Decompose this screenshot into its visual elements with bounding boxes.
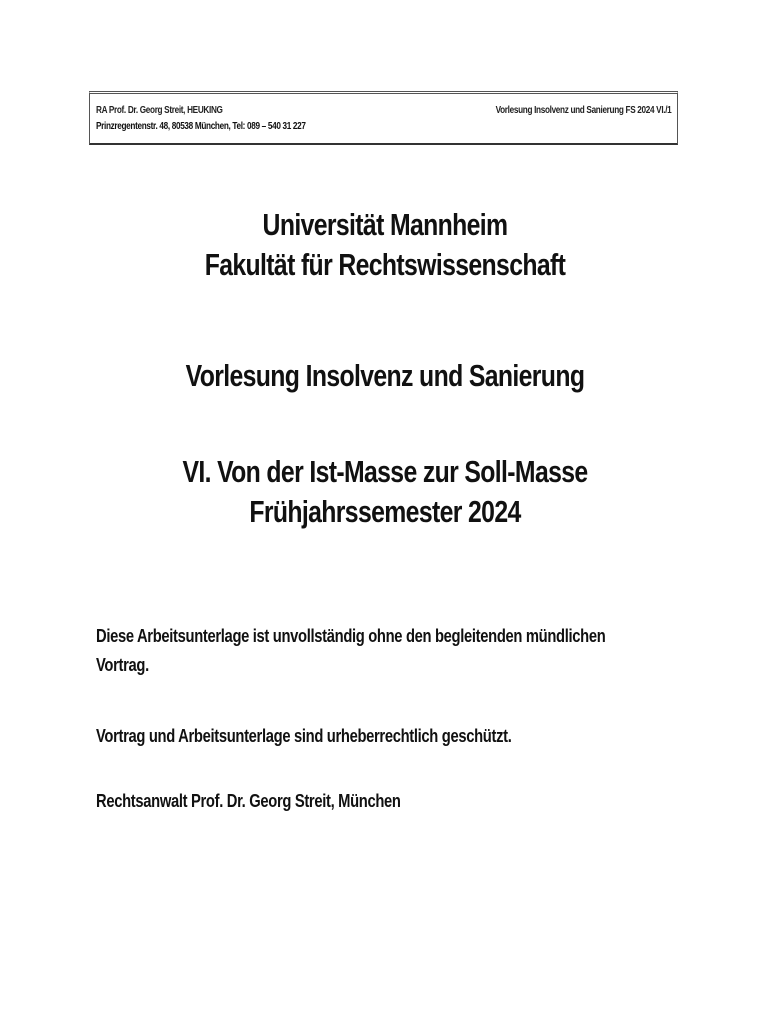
header-address: Prinzregentenstr. 48, 80538 München, Tel: 089 – 540 31 227 [96,121,306,132]
university-name: Universität Mannheim [262,207,508,242]
incomplete-notice-line1: Diese Arbeitsunterlage ist unvollständig ohne den begleitenden mündlichen [96,626,606,646]
page-header [89,91,678,145]
incomplete-notice [96,622,605,680]
lecture-name: Vorlesung Insolvenz und Sanierung [185,358,585,393]
header-course-ref: Vorlesung Insolvenz und Sanierung FS 2024 VI./1 [495,105,671,116]
incomplete-notice-line2: Vortrag. [96,655,149,675]
copyright-notice: Vortrag und Arbeitsunterlage sind urheberrechtlich geschützt. [96,726,512,746]
header-author: RA Prof. Dr. Georg Streit, HEUKING [96,105,223,116]
university-title-block [0,205,770,285]
lecture-title-block [0,356,770,396]
faculty-name: Fakultät für Rechtswissenschaft [204,247,566,282]
header-author-block [96,103,306,135]
chapter-title-block [0,452,770,532]
semester-name: Frühjahrssemester 2024 [249,494,521,529]
chapter-name: VI. Von der Ist-Masse zur Soll-Masse [182,454,588,489]
author-signature: Rechtsanwalt Prof. Dr. Georg Streit, München [96,791,401,811]
